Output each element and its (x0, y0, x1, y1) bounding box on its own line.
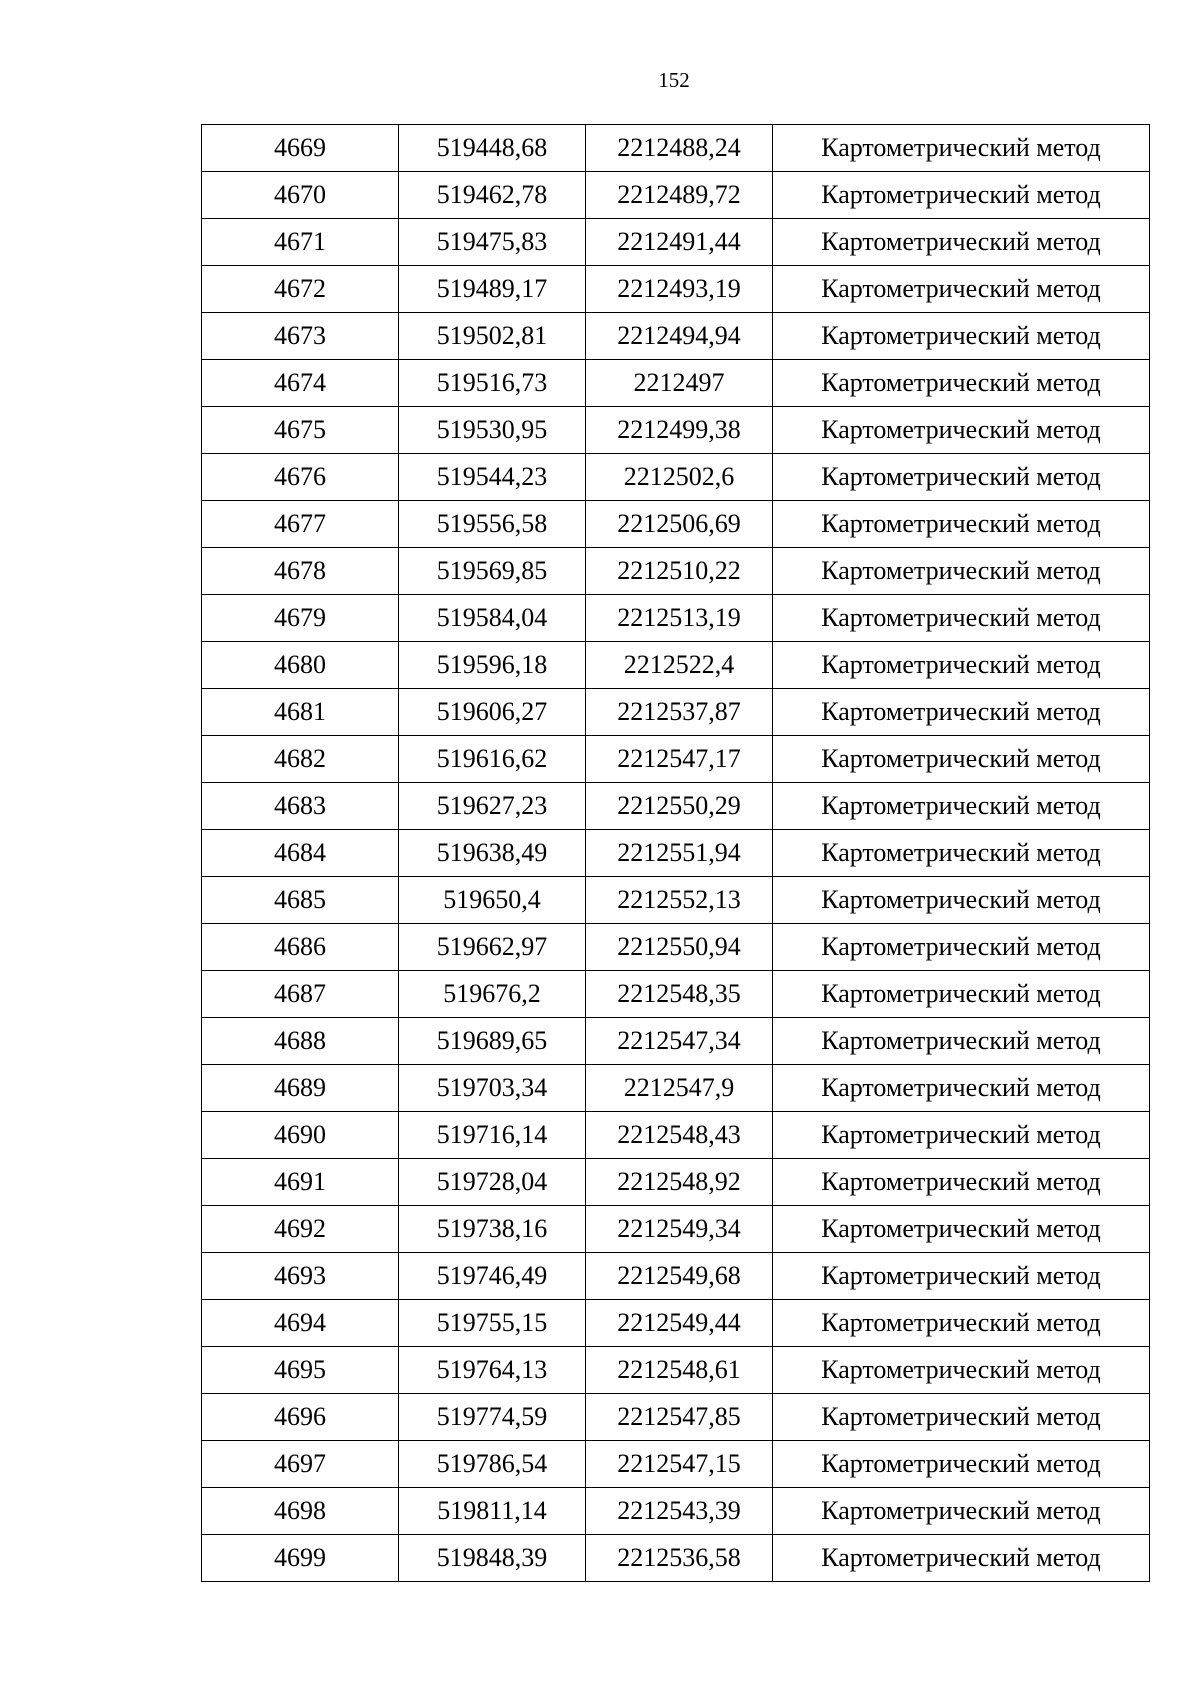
method-cell: Картометрический метод (773, 971, 1150, 1018)
y-coordinate-cell: 2212536,58 (586, 1535, 773, 1582)
point-number-cell: 4686 (202, 924, 399, 971)
method-cell: Картометрический метод (773, 501, 1150, 548)
y-coordinate-cell: 2212513,19 (586, 595, 773, 642)
method-cell: Картометрический метод (773, 1065, 1150, 1112)
point-number-cell: 4691 (202, 1159, 399, 1206)
point-number-cell: 4672 (202, 266, 399, 313)
point-number-cell: 4680 (202, 642, 399, 689)
method-cell: Картометрический метод (773, 1488, 1150, 1535)
method-cell: Картометрический метод (773, 1441, 1150, 1488)
point-number-cell: 4698 (202, 1488, 399, 1535)
table-row (202, 501, 1150, 548)
y-coordinate-cell: 2212547,15 (586, 1441, 773, 1488)
x-coordinate-cell: 519662,97 (399, 924, 586, 971)
x-coordinate-cell: 519556,58 (399, 501, 586, 548)
table-row (202, 1159, 1150, 1206)
table-row (202, 1347, 1150, 1394)
x-coordinate-cell: 519716,14 (399, 1112, 586, 1159)
x-coordinate-cell: 519774,59 (399, 1394, 586, 1441)
y-coordinate-cell: 2212499,38 (586, 407, 773, 454)
y-coordinate-cell: 2212493,19 (586, 266, 773, 313)
point-number-cell: 4690 (202, 1112, 399, 1159)
point-number-cell: 4695 (202, 1347, 399, 1394)
point-number-cell: 4671 (202, 219, 399, 266)
method-cell: Картометрический метод (773, 783, 1150, 830)
point-number-cell: 4684 (202, 830, 399, 877)
y-coordinate-cell: 2212548,61 (586, 1347, 773, 1394)
point-number-cell: 4689 (202, 1065, 399, 1112)
page-number: 152 (658, 68, 690, 92)
table-row (202, 1488, 1150, 1535)
method-cell: Картометрический метод (773, 1394, 1150, 1441)
point-number-cell: 4693 (202, 1253, 399, 1300)
method-cell: Картометрический метод (773, 689, 1150, 736)
x-coordinate-cell: 519638,49 (399, 830, 586, 877)
x-coordinate-cell: 519676,2 (399, 971, 586, 1018)
point-number-cell: 4683 (202, 783, 399, 830)
x-coordinate-cell: 519755,15 (399, 1300, 586, 1347)
y-coordinate-cell: 2212551,94 (586, 830, 773, 877)
table-row (202, 219, 1150, 266)
y-coordinate-cell: 2212497 (586, 360, 773, 407)
y-coordinate-cell: 2212547,17 (586, 736, 773, 783)
point-number-cell: 4677 (202, 501, 399, 548)
table-row (202, 172, 1150, 219)
x-coordinate-cell: 519703,34 (399, 1065, 586, 1112)
table-row (202, 266, 1150, 313)
point-number-cell: 4669 (202, 125, 399, 172)
method-cell: Картометрический метод (773, 454, 1150, 501)
y-coordinate-cell: 2212510,22 (586, 548, 773, 595)
x-coordinate-cell: 519848,39 (399, 1535, 586, 1582)
x-coordinate-cell: 519764,13 (399, 1347, 586, 1394)
x-coordinate-cell: 519584,04 (399, 595, 586, 642)
method-cell: Картометрический метод (773, 219, 1150, 266)
point-number-cell: 4687 (202, 971, 399, 1018)
table-row (202, 1206, 1150, 1253)
point-number-cell: 4676 (202, 454, 399, 501)
table-row (202, 736, 1150, 783)
table-body (202, 125, 1150, 1582)
method-cell: Картометрический метод (773, 125, 1150, 172)
method-cell: Картометрический метод (773, 407, 1150, 454)
method-cell: Картометрический метод (773, 313, 1150, 360)
table-row (202, 1065, 1150, 1112)
method-cell: Картометрический метод (773, 172, 1150, 219)
table-row (202, 971, 1150, 1018)
table-row (202, 407, 1150, 454)
table-row (202, 1253, 1150, 1300)
table-row (202, 1441, 1150, 1488)
table-row (202, 1535, 1150, 1582)
x-coordinate-cell: 519475,83 (399, 219, 586, 266)
point-number-cell: 4679 (202, 595, 399, 642)
point-number-cell: 4670 (202, 172, 399, 219)
y-coordinate-cell: 2212489,72 (586, 172, 773, 219)
x-coordinate-cell: 519689,65 (399, 1018, 586, 1065)
method-cell: Картометрический метод (773, 924, 1150, 971)
table-row (202, 783, 1150, 830)
point-number-cell: 4685 (202, 877, 399, 924)
table-row (202, 1018, 1150, 1065)
method-cell: Картометрический метод (773, 1300, 1150, 1347)
y-coordinate-cell: 2212549,34 (586, 1206, 773, 1253)
x-coordinate-cell: 519544,23 (399, 454, 586, 501)
point-number-cell: 4673 (202, 313, 399, 360)
y-coordinate-cell: 2212548,35 (586, 971, 773, 1018)
method-cell: Картометрический метод (773, 877, 1150, 924)
method-cell: Картометрический метод (773, 1535, 1150, 1582)
x-coordinate-cell: 519516,73 (399, 360, 586, 407)
y-coordinate-cell: 2212522,4 (586, 642, 773, 689)
method-cell: Картометрический метод (773, 1347, 1150, 1394)
x-coordinate-cell: 519448,68 (399, 125, 586, 172)
y-coordinate-cell: 2212506,69 (586, 501, 773, 548)
y-coordinate-cell: 2212537,87 (586, 689, 773, 736)
point-number-cell: 4675 (202, 407, 399, 454)
point-number-cell: 4681 (202, 689, 399, 736)
point-number-cell: 4678 (202, 548, 399, 595)
x-coordinate-cell: 519606,27 (399, 689, 586, 736)
method-cell: Картометрический метод (773, 1112, 1150, 1159)
y-coordinate-cell: 2212548,92 (586, 1159, 773, 1206)
table-row (202, 548, 1150, 595)
x-coordinate-cell: 519489,17 (399, 266, 586, 313)
point-number-cell: 4697 (202, 1441, 399, 1488)
x-coordinate-cell: 519728,04 (399, 1159, 586, 1206)
x-coordinate-cell: 519462,78 (399, 172, 586, 219)
x-coordinate-cell: 519786,54 (399, 1441, 586, 1488)
table-row (202, 125, 1150, 172)
point-number-cell: 4682 (202, 736, 399, 783)
x-coordinate-cell: 519616,62 (399, 736, 586, 783)
x-coordinate-cell: 519627,23 (399, 783, 586, 830)
x-coordinate-cell: 519569,85 (399, 548, 586, 595)
x-coordinate-cell: 519596,18 (399, 642, 586, 689)
y-coordinate-cell: 2212549,44 (586, 1300, 773, 1347)
table-row (202, 1300, 1150, 1347)
point-number-cell: 4688 (202, 1018, 399, 1065)
point-number-cell: 4699 (202, 1535, 399, 1582)
method-cell: Картометрический метод (773, 1253, 1150, 1300)
table-row (202, 454, 1150, 501)
table-row (202, 313, 1150, 360)
x-coordinate-cell: 519650,4 (399, 877, 586, 924)
table-row (202, 360, 1150, 407)
point-number-cell: 4674 (202, 360, 399, 407)
x-coordinate-cell: 519738,16 (399, 1206, 586, 1253)
method-cell: Картометрический метод (773, 360, 1150, 407)
table-row (202, 642, 1150, 689)
table-row (202, 877, 1150, 924)
y-coordinate-cell: 2212502,6 (586, 454, 773, 501)
y-coordinate-cell: 2212547,9 (586, 1065, 773, 1112)
y-coordinate-cell: 2212488,24 (586, 125, 773, 172)
y-coordinate-cell: 2212548,43 (586, 1112, 773, 1159)
y-coordinate-cell: 2212491,44 (586, 219, 773, 266)
point-number-cell: 4694 (202, 1300, 399, 1347)
method-cell: Картометрический метод (773, 266, 1150, 313)
y-coordinate-cell: 2212550,94 (586, 924, 773, 971)
x-coordinate-cell: 519746,49 (399, 1253, 586, 1300)
y-coordinate-cell: 2212552,13 (586, 877, 773, 924)
y-coordinate-cell: 2212550,29 (586, 783, 773, 830)
method-cell: Картометрический метод (773, 548, 1150, 595)
table-row (202, 924, 1150, 971)
y-coordinate-cell: 2212543,39 (586, 1488, 773, 1535)
method-cell: Картометрический метод (773, 830, 1150, 877)
table-row (202, 1394, 1150, 1441)
point-number-cell: 4696 (202, 1394, 399, 1441)
table-row (202, 1112, 1150, 1159)
y-coordinate-cell: 2212549,68 (586, 1253, 773, 1300)
method-cell: Картометрический метод (773, 1206, 1150, 1253)
x-coordinate-cell: 519811,14 (399, 1488, 586, 1535)
y-coordinate-cell: 2212547,85 (586, 1394, 773, 1441)
method-cell: Картометрический метод (773, 736, 1150, 783)
y-coordinate-cell: 2212494,94 (586, 313, 773, 360)
x-coordinate-cell: 519502,81 (399, 313, 586, 360)
coordinates-table (201, 124, 1150, 1582)
table-row (202, 689, 1150, 736)
table-row (202, 830, 1150, 877)
y-coordinate-cell: 2212547,34 (586, 1018, 773, 1065)
method-cell: Картометрический метод (773, 1018, 1150, 1065)
method-cell: Картометрический метод (773, 1159, 1150, 1206)
point-number-cell: 4692 (202, 1206, 399, 1253)
x-coordinate-cell: 519530,95 (399, 407, 586, 454)
method-cell: Картометрический метод (773, 642, 1150, 689)
method-cell: Картометрический метод (773, 595, 1150, 642)
table-row (202, 595, 1150, 642)
